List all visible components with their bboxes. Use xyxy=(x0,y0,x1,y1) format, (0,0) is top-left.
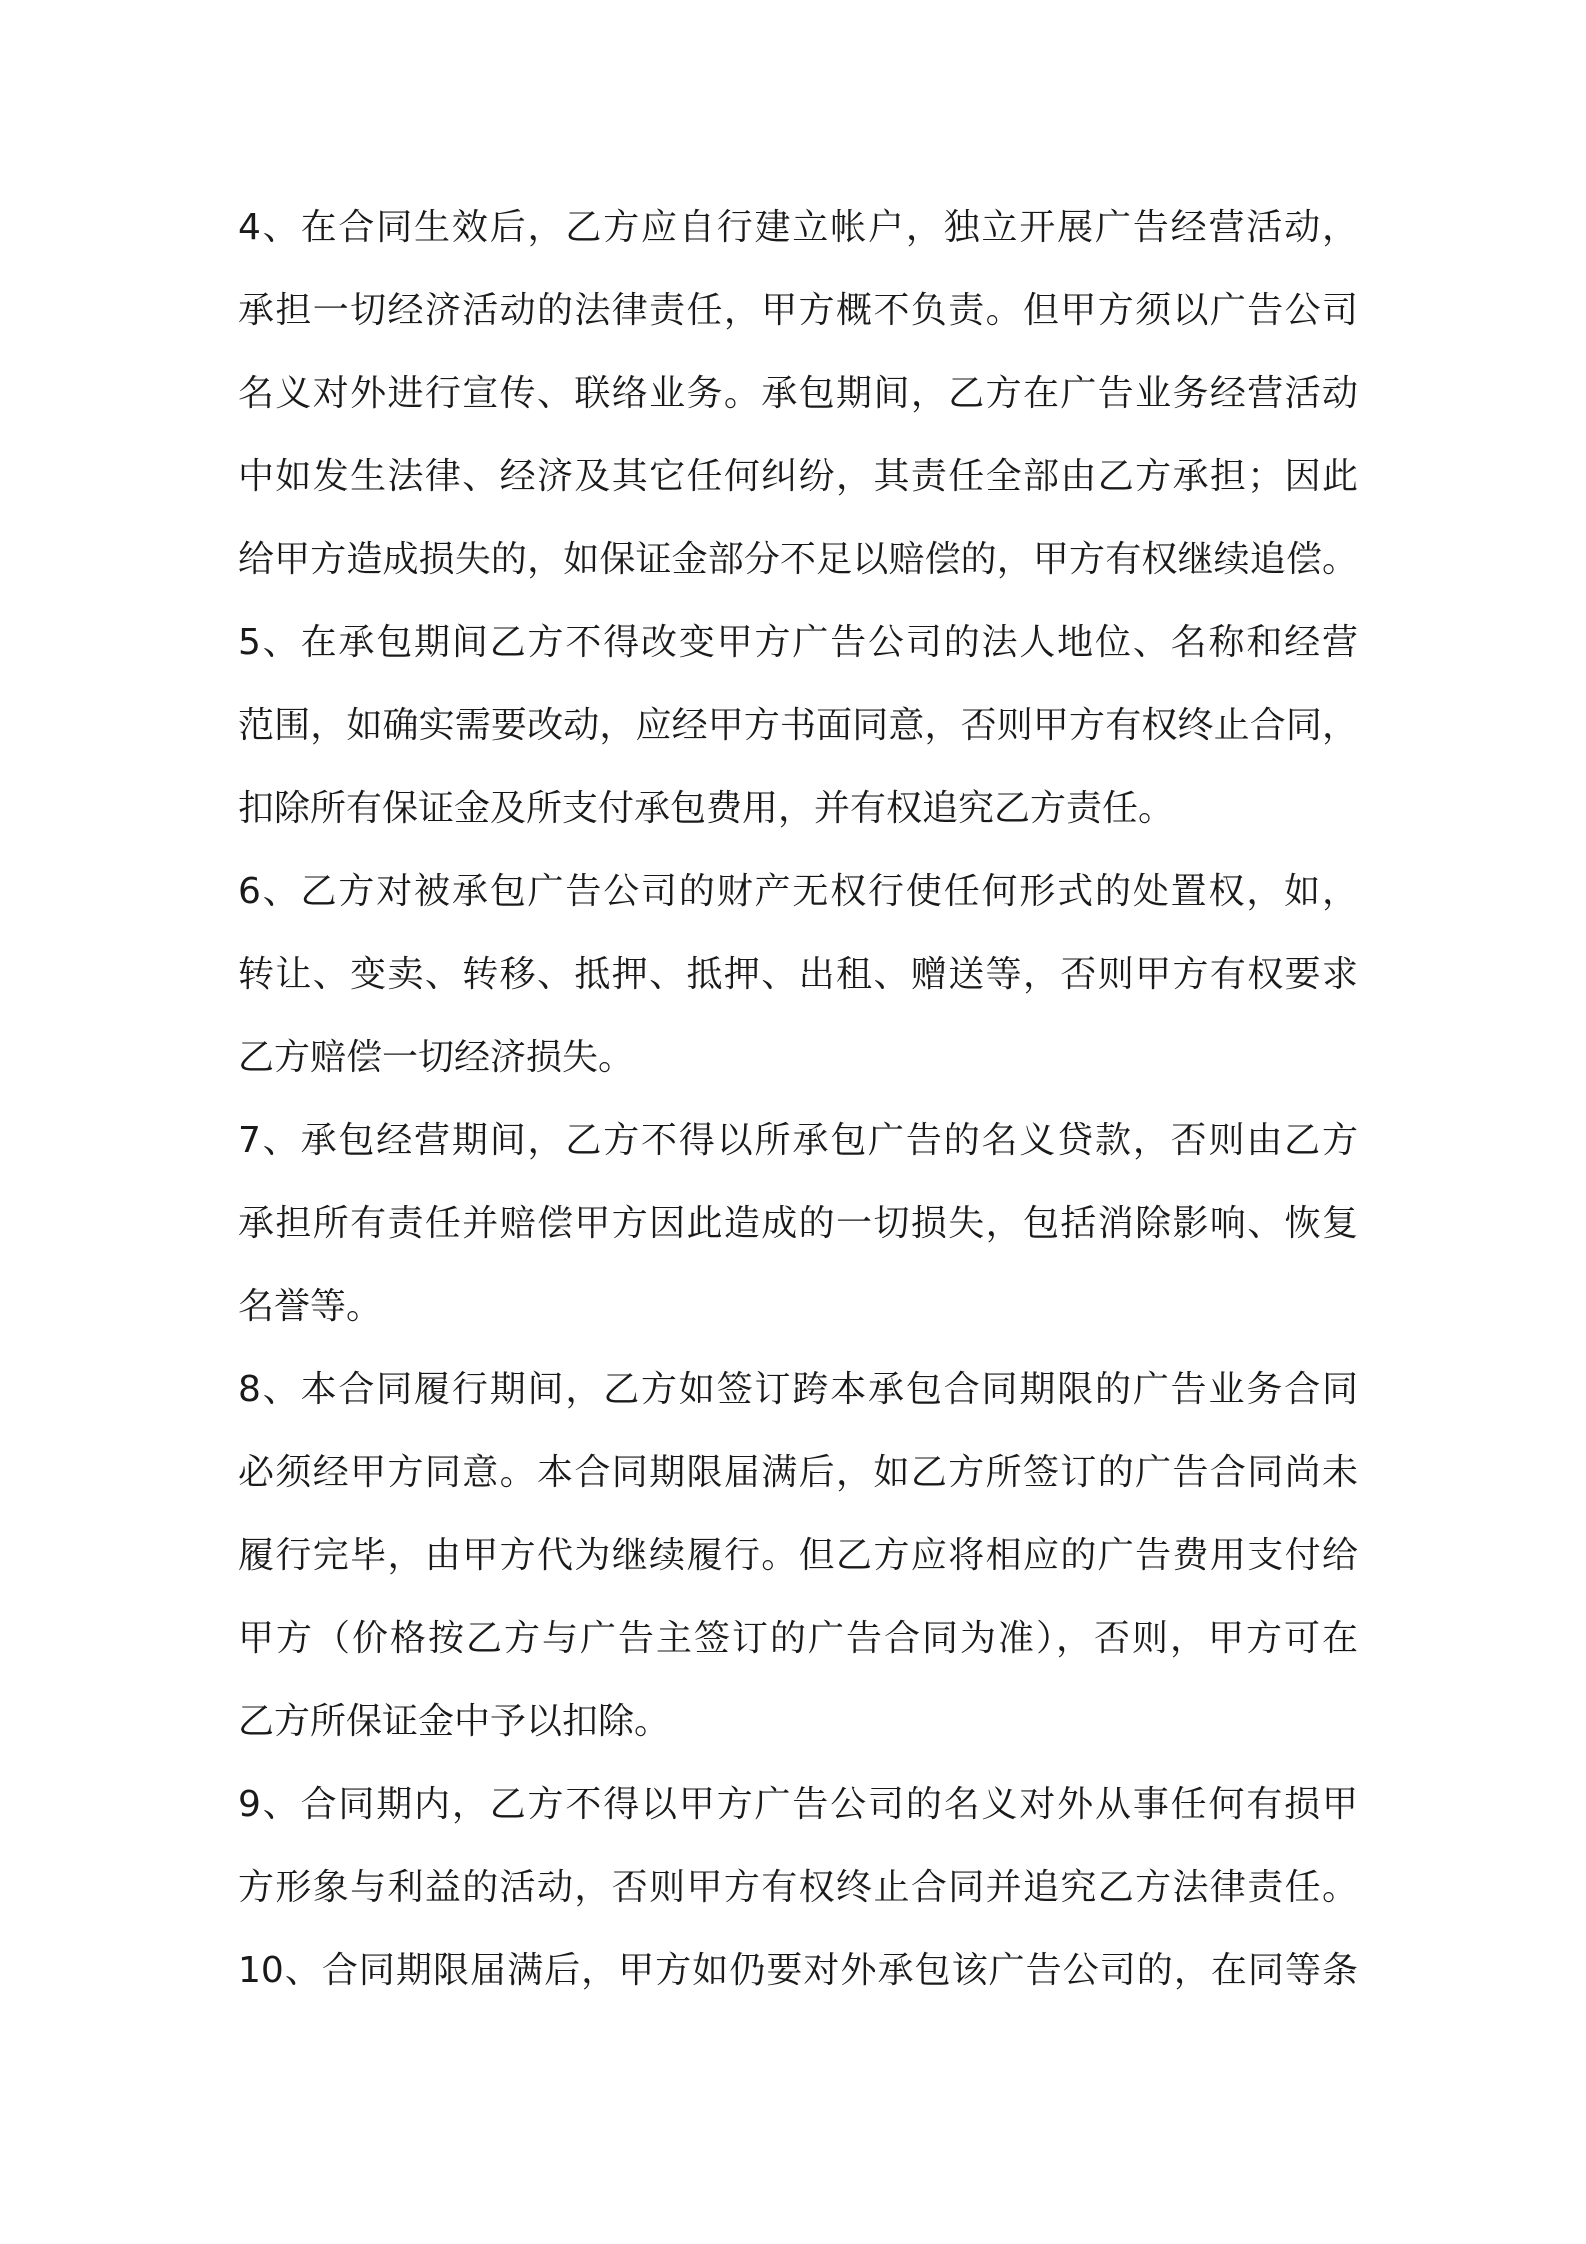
clause-line: 方形象与利益的活动，否则甲方有权终止合同并追究乙方法律责任。 xyxy=(238,1867,1358,1908)
clause-line: 转让、变卖、转移、抵押、抵押、出租、赠送等，否则甲方有权要求 xyxy=(238,954,1358,995)
clause-line: 7、承包经营期间，乙方不得以所承包广告的名义贷款，否则由乙方 xyxy=(238,1120,1358,1161)
clause-line: 承担所有责任并赔偿甲方因此造成的一切损失，包括消除影响、恢复 xyxy=(238,1203,1358,1244)
clause-9 xyxy=(238,1763,1358,1929)
clause-line: 10、合同期限届满后，甲方如仍要对外承包该广告公司的，在同等条 xyxy=(238,1950,1358,1991)
clause-line: 扣除所有保证金及所支付承包费用，并有权追究乙方责任。 xyxy=(238,788,1175,829)
clause-line: 必须经甲方同意。本合同期限届满后，如乙方所签订的广告合同尚未 xyxy=(238,1452,1358,1493)
clause-line: 中如发生法律、经济及其它任何纠纷，其责任全部由乙方承担；因此 xyxy=(238,456,1358,497)
clause-7 xyxy=(238,1099,1358,1348)
clause-line: 6、乙方对被承包广告公司的财产无权行使任何形式的处置权，如， xyxy=(238,871,1358,912)
clause-6 xyxy=(238,850,1358,1099)
contract-body xyxy=(238,186,1358,2012)
clause-line: 5、在承包期间乙方不得改变甲方广告公司的法人地位、名称和经营 xyxy=(238,622,1358,663)
clause-line: 承担一切经济活动的法律责任，甲方概不负责。但甲方须以广告公司 xyxy=(238,290,1358,331)
clause-4 xyxy=(238,186,1358,601)
clause-line: 范围，如确实需要改动，应经甲方书面同意，否则甲方有权终止合同， xyxy=(238,705,1358,746)
clause-line: 乙方所保证金中予以扣除。 xyxy=(238,1701,671,1742)
clause-line: 给甲方造成损失的，如保证金部分不足以赔偿的，甲方有权继续追偿。 xyxy=(238,539,1358,580)
clause-10 xyxy=(238,1929,1358,2012)
clause-line: 9、合同期内，乙方不得以甲方广告公司的名义对外从事任何有损甲 xyxy=(238,1784,1358,1825)
clause-line: 名义对外进行宣传、联络业务。承包期间，乙方在广告业务经营活动 xyxy=(238,373,1358,414)
clause-5 xyxy=(238,601,1358,850)
clause-line: 名誉等。 xyxy=(238,1286,383,1327)
clause-line: 履行完毕，由甲方代为继续履行。但乙方应将相应的广告费用支付给 xyxy=(238,1535,1358,1576)
clause-line: 甲方（价格按乙方与广告主签订的广告合同为准），否则，甲方可在 xyxy=(238,1618,1358,1659)
clause-line: 8、本合同履行期间，乙方如签订跨本承包合同期限的广告业务合同 xyxy=(238,1369,1358,1410)
clause-line: 乙方赔偿一切经济损失。 xyxy=(238,1037,635,1078)
clause-8 xyxy=(238,1348,1358,1763)
clause-line: 4、在合同生效后，乙方应自行建立帐户，独立开展广告经营活动， xyxy=(238,207,1358,248)
